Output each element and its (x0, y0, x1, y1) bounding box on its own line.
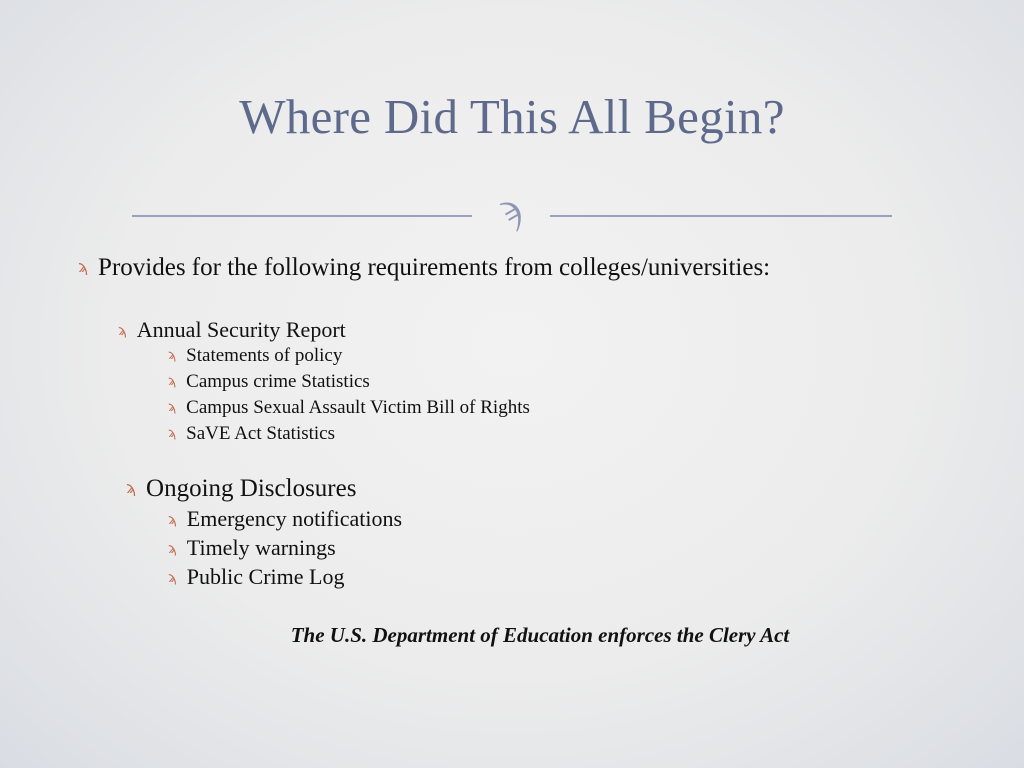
bullet-icon: ϡ (168, 374, 177, 389)
bullet-text: Provides for the following requirements from colleges/universities: (98, 254, 771, 281)
divider-line-left (132, 215, 472, 217)
bullet-text: Ongoing Disclosures (146, 475, 357, 502)
bullet-main (78, 254, 770, 282)
sub-bullet (168, 397, 530, 419)
bullet-icon: ϡ (168, 426, 177, 441)
bullet-ongoing-disclosures (126, 475, 356, 503)
sub-bullet (168, 345, 342, 367)
bullet-icon: ϡ (118, 323, 127, 339)
bullet-text: Campus Sexual Assault Victim Bill of Rights (186, 397, 530, 418)
bullet-icon: ϡ (168, 512, 177, 528)
bullet-text: Public Crime Log (186, 564, 345, 589)
bullet-annual-security-report (118, 317, 346, 343)
bullet-text: SaVE Act Statistics (186, 423, 335, 444)
footer-note: The U.S. Department of Education enforces the Clery Act (290, 623, 790, 647)
sub-bullet (168, 506, 402, 532)
slide-title: Where Did This All Begin? (239, 89, 785, 144)
sub-bullet (168, 371, 370, 393)
bullet-text: Annual Security Report (136, 317, 346, 342)
bullet-icon: ϡ (168, 400, 177, 415)
bullet-text: Statements of policy (186, 345, 343, 366)
title-divider (132, 187, 892, 232)
divider-line-right (550, 215, 892, 217)
bullet-icon: ϡ (168, 541, 177, 557)
bullet-text: Emergency notifications (186, 506, 403, 531)
scroll-flourish-icon: ϡ (499, 187, 523, 232)
bullet-icon: ϡ (126, 478, 137, 497)
bullet-icon: ϡ (168, 570, 177, 586)
bullet-text: Timely warnings (186, 535, 336, 560)
sub-bullet (168, 423, 335, 445)
sub-bullet (168, 535, 336, 561)
bullet-text: Campus crime Statistics (186, 371, 370, 392)
bullet-icon: ϡ (78, 257, 89, 276)
sub-bullet (168, 564, 344, 590)
bullet-icon: ϡ (168, 348, 177, 363)
